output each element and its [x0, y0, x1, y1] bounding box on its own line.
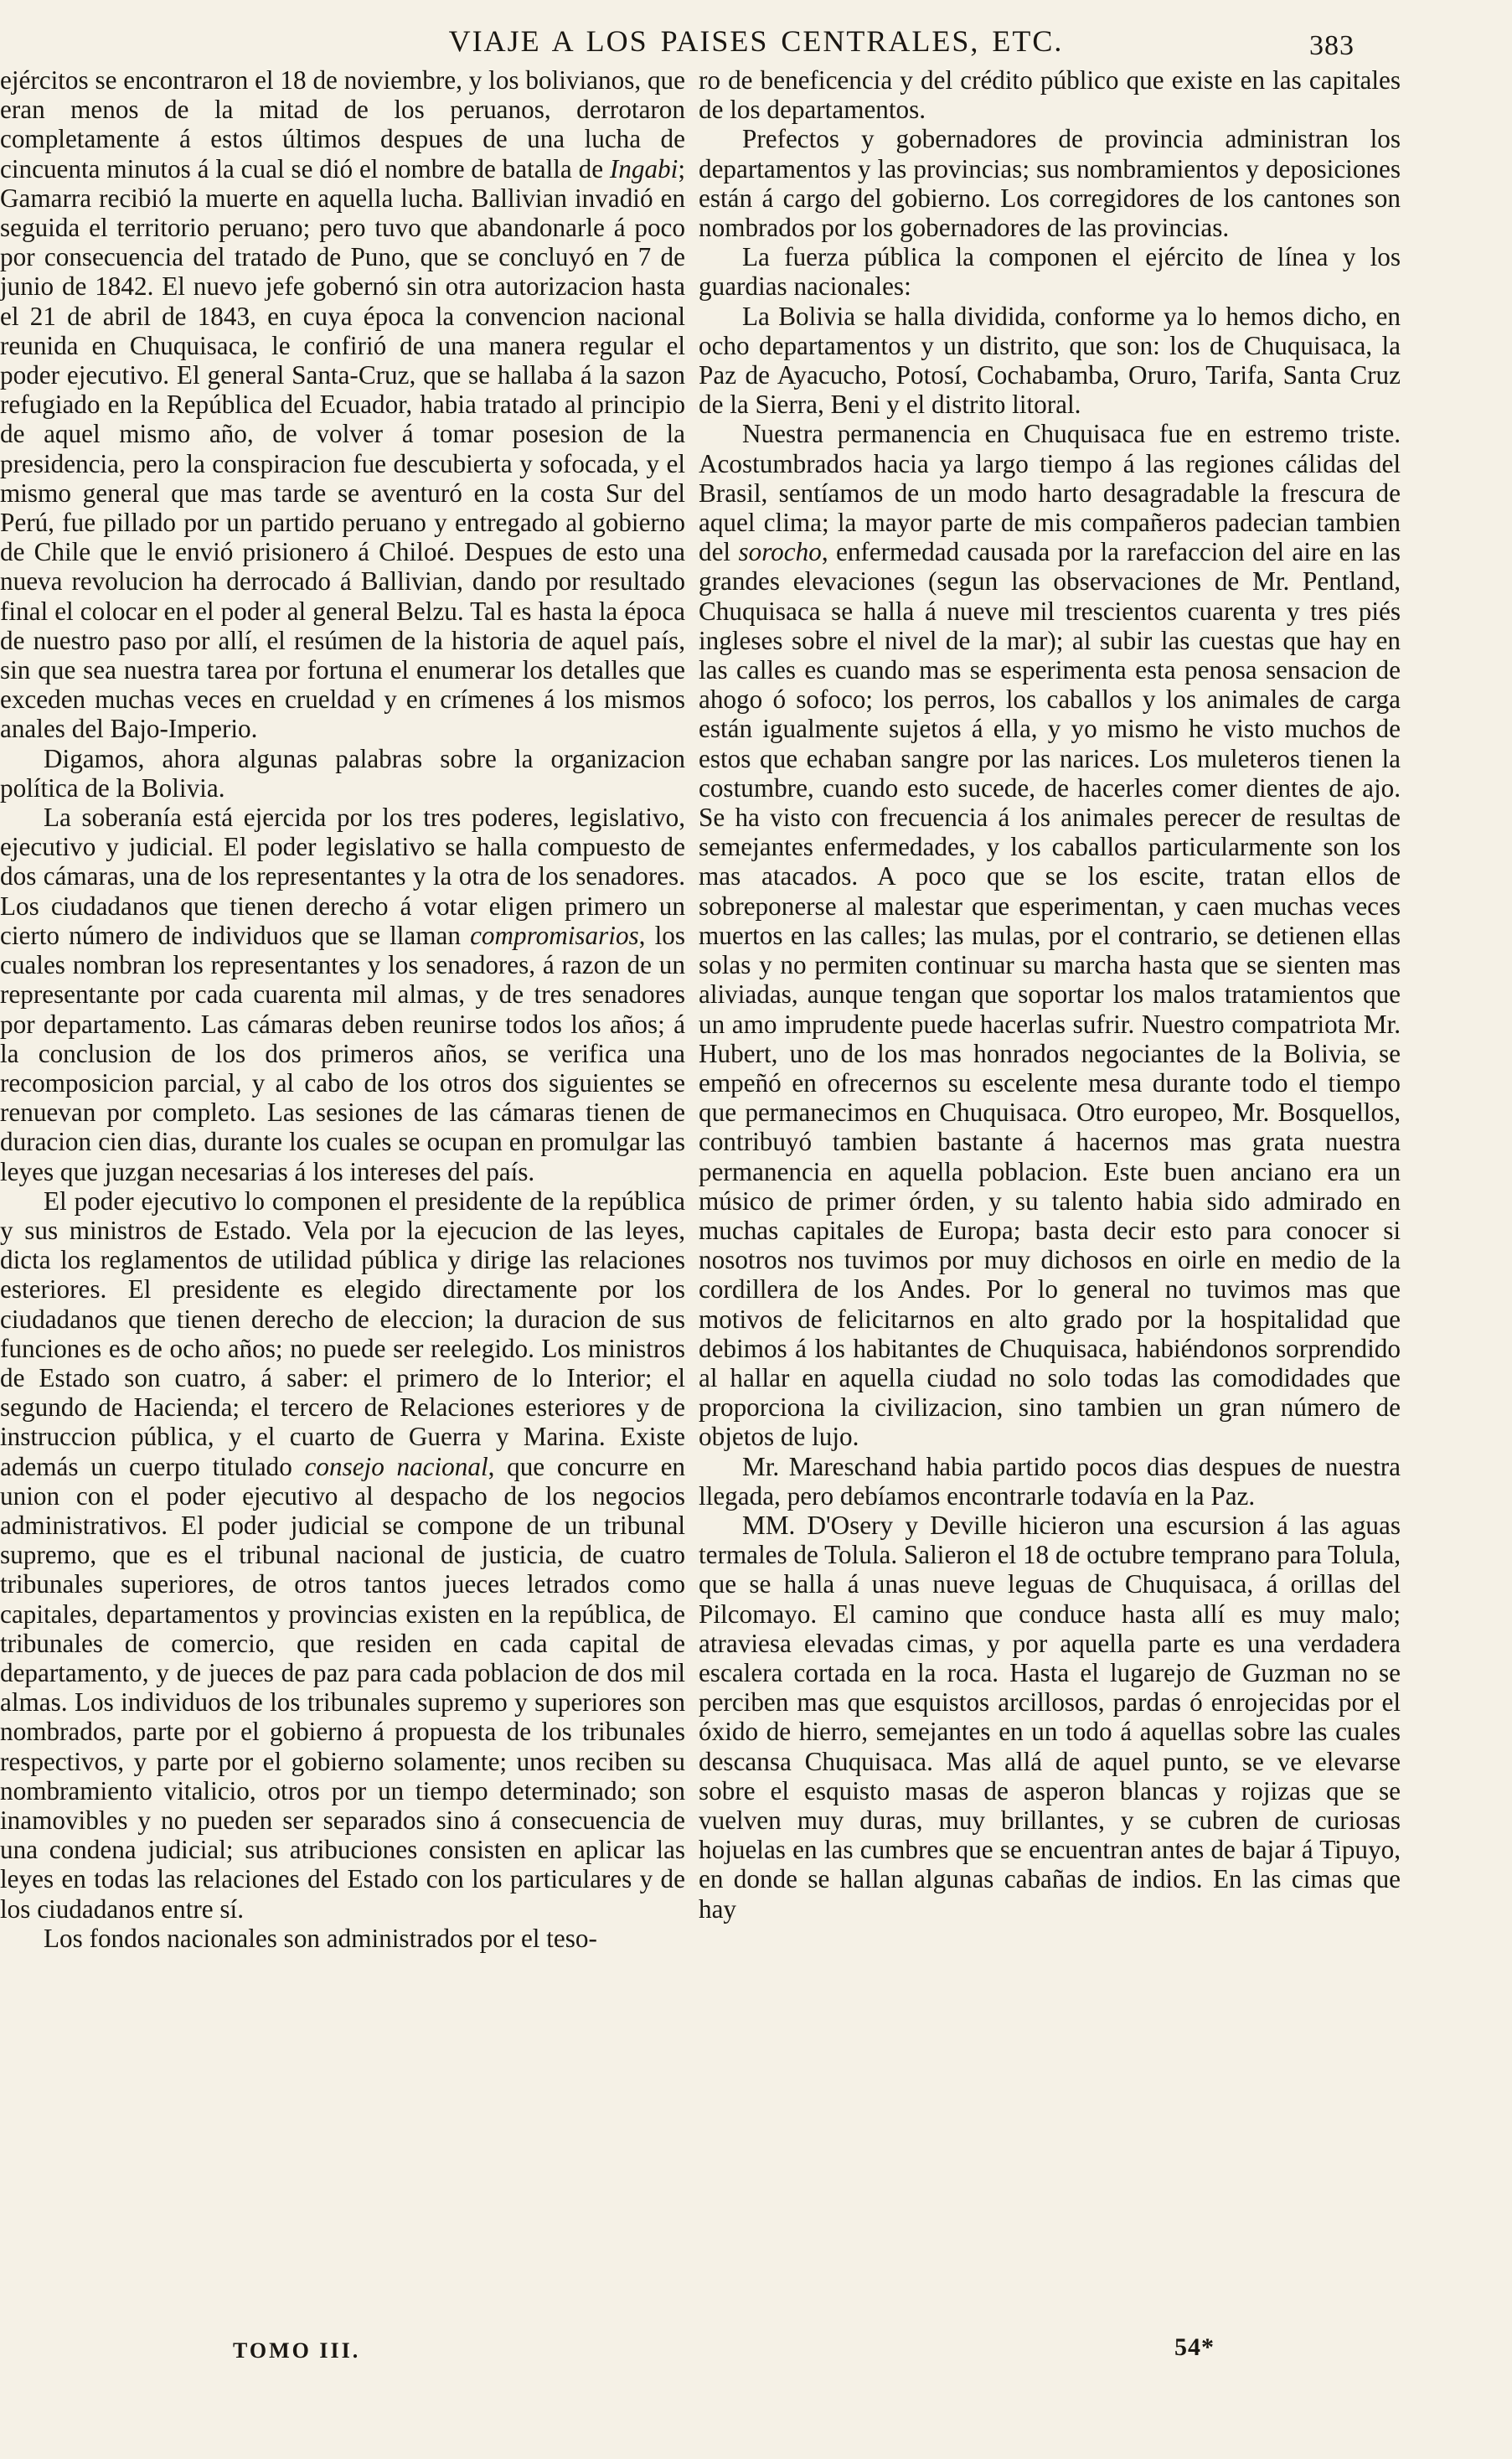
italic-term: compromisarios: [470, 920, 639, 950]
paragraph: Digamos, ahora algunas palabras sobre la organizacion política de la Bolivia.: [0, 743, 685, 803]
text-run: , los cuales nombran los representantes y los senadores, á razon de un representante por cada cuarenta mil almas, y de tres senadores por departamento. Las cámaras deben reunirse todos los años; á la conclusion de los dos primeros años, se verifica una recomposicion parcial, y al cabo de los otros dos siguientes se renuevan por completo. Las sesiones de las cámaras tienen de duracion cien dias, durante los cuales se ocupan en promulgar las leyes que juzgan necesarias á los intereses del país.: [0, 920, 685, 1186]
text-run: El poder ejecutivo lo componen el presidente de la república y sus ministros de Estado. Vela por la ejecucion de las leyes, dicta los reglamentos de utilidad pública y dirige las relaciones esteriores. El presidente es elegido directamente por los ciudadanos que tienen derecho de eleccion; la duracion de sus funciones es de ocho años; no puede ser reelegido. Los ministros de Estado son cuatro, á saber: el primero de lo Interior; el segundo de Hacienda; el tercero de Relaciones esteriores y de instruccion pública, y el cuarto de Guerra y Marina. Existe además un cuerpo titulado: [0, 1186, 685, 1481]
left-column: [0, 65, 685, 1953]
paragraph: La Bolivia se halla dividida, conforme ya lo hemos dicho, en ocho departamentos y un distrito, que son: los de Chuquisaca, la Paz de Ayacucho, Potosí, Cochabamba, Oruro, Tarifa, Santa Cruz de la Sierra, Beni y el distrito litoral.: [699, 301, 1401, 420]
italic-term: Ingabi: [609, 153, 679, 183]
paragraph: Mr. Mareschand habia partido pocos dias despues de nuestra llegada, pero debíamos encontrarle todavía en la Paz.: [699, 1451, 1401, 1511]
text-run: ; Gamarra recibió la muerte en aquella lucha. Ballivian invadió en seguida el territorio peruano; pero tuvo que abandonarle á poco por consecuencia del tratado de Puno, que se concluyó en 7 de junio de 1842. El nuevo jefe gobernó sin otra autorizacion hasta el 21 de abril de 1843, en cuya época la convencion nacional reunida en Chuquisaca, le confirió de una manera regular el poder ejecutivo. El general Santa-Cruz, que se hallaba á la sazon refugiado en la República del Ecuador, habia tratado al principio de aquel mismo año, de volver á tomar posesion de la presidencia, pero la conspiracion fue descubierta y sofocada, y el mismo general que mas tarde se aventuró en la costa Sur del Perú, fue pillado por un partido peruano y entregado al gobierno de Chile que le envió prisionero á Chiloé. Despues de esto una nueva revolucion ha derrocado á Ballivian, dando por resultado final el colocar en el poder al general Belzu. Tal es hasta la época de nuestro paso por allí, el resúmen de la historia de aquel país, sin que sea nuestra tarea por fortuna el enumerar los detalles que exceden muchas veces en crueldad y en crímenes á los mismos anales del Bajo-Imperio.: [0, 153, 685, 744]
running-title: VIAJE A LOS PAISES CENTRALES, ETC.: [448, 24, 1064, 58]
text-run: La soberanía está ejercida por los tres poderes, legislativo, ejecutivo y judicial. El poder legislativo se halla compuesto de dos cámaras, una de los representantes y la otra de los senadores. Los ciudadanos que tienen derecho á votar eligen primero un cierto número de individuos que se llaman: [0, 803, 685, 950]
paragraph: [0, 803, 685, 1186]
italic-term: sorocho: [738, 537, 822, 567]
text-run: , que concurre en union con el poder ejecutivo al despacho de los negocios administrativos. El poder judicial se compone de un tribunal supremo, que es el tribunal nacional de justicia, de cuatro tribunales superiores, de otros tantos jueces letrados como capitales, departamentos y provincias existen en la república, de tribunales de comercio, que residen en cada capital de departamento, y de jueces de paz para cada poblacion de dos mil almas. Los individuos de los tribunales supremo y superiores son nombrados, parte por el gobierno á propuesta de los tribunales respectivos, y parte por el gobierno solamente; unos reciben su nombramiento vitalicio, otros por un tiempo determinado; son inamovibles y no pueden ser separados sino á consecuencia de una condena judicial; sus atribuciones consisten en aplicar las leyes en todas las relaciones del Estado con los particulares y de los ciudadanos entre sí.: [0, 1451, 686, 1924]
paragraph: [0, 65, 685, 744]
right-column: [699, 65, 1401, 1924]
text-run: , enfermedad causada por la rarefaccion del aire en las grandes elevaciones (segun las observaciones de Mr. Pentland, Chuquisaca se halla á nueve mil trescientos cuarenta y tres piés ingleses sobre el nivel de la mar); al subir las cuestas que hay en las calles es cuando mas se esperimenta esta penosa sensacion de ahogo ó sofoco; los perros, los caballos y los animales de carga están igualmente sujetos á ella, y yo mismo he visto muchos de estos que echaban sangre por las narices. Los muleteros tienen la costumbre, cuando esto sucede, de hacerles comer dientes de ajo. Se ha visto con frecuencia á los animales perecer de resultas de semejantes enfermedades, y los caballos particularmente son los mas atacados. A poco que se los escite, tratan ellos de sobreponerse al malestar que esperimentan, y caen muchas veces muertos en las calles; las mulas, por el contrario, se detienen ellas solas y no permiten continuar su marcha hasta que se sienten mas aliviadas, aunque tengan que soportar los malos tratamientos que un amo imprudente puede hacerlas sufrir. Nuestro compatriota Mr. Hubert, uno de los mas honrados negociantes de la Bolivia, se empeñó en ofrecernos su escelente mesa durante todo el tiempo que permanecimos en Chuquisaca. Otro europeo, Mr. Bosquellos, contribuyó tambien bastante á hacernos mas grata nuestra permanencia en aquella poblacion. Este buen anciano era un músico de primer órden, y su talento habia sido admirado en muchas capitales de Europa; basta decir esto para conocer si nosotros nos tuvimos por muy dichosos en oirle en medio de la cordillera de los Andes. Por lo general no tuvimos mas que motivos de felicitarnos en alto grado por la hospitalidad que debimos á los habitantes de Chuquisaca, habiéndonos sorprendido al hallar en aquella ciudad no solo todas las comodidades que proporciona la civilizacion, sino tambien un gran número de objetos de lujo.: [699, 537, 1401, 1452]
italic-term: consejo nacional: [304, 1451, 488, 1481]
paragraph: ro de beneficencia y del crédito público que existe en las capitales de los departamentos.: [699, 65, 1401, 125]
volume-label: TOMO III.: [233, 2338, 361, 2363]
text-run: Nuestra permanencia en Chuquisaca fue en estremo triste. Acostumbrados hacia ya largo tiempo á las regiones cálidas del Brasil, sentíamos de un modo harto desagradable la frescura de aquel clima; la mayor parte de mis compañeros padecian tambien del: [699, 419, 1401, 567]
page-number: 383: [1309, 30, 1355, 61]
paragraph: [0, 1186, 685, 1924]
paragraph: Prefectos y gobernadores de provincia administran los departamentos y las provincias; sus nombramientos y deposiciones están á cargo del gobierno. Los corregidores de los cantones son nombrados por los gobernadores de las provincias.: [699, 124, 1401, 243]
paragraph: MM. D'Osery y Deville hicieron una escursion á las aguas termales de Tolula. Salieron el 18 de octubre temprano para Tolula, que se halla á unas nueve leguas de Chuquisaca, á orillas del Pilcomayo. El camino que conduce hasta allí es muy malo; atraviesa elevadas cimas, y por aquella parte es una verdadera escalera cortada en la roca. Hasta el lugarejo de Guzman no se perciben mas que esquistos arcillosos, pardas ó enrojecidas por el óxido de hierro, semejantes en un todo á aquellas sobre las cuales descansa Chuquisaca. Mas allá de aquel punto, se ve elevarse sobre el esquisto masas de asperon blancas y rojizas que se vuelven muy duras, muy brillantes, y se cubren de curiosas hojuelas en las cumbres que se encuentran antes de bajar á Tipuyo, en donde se hallan algunas cabañas de indios. En las cimas que hay: [699, 1510, 1401, 1924]
text-run: ejércitos se encontraron el 18 de noviembre, y los bolivianos, que eran menos de la mitad de los peruanos, derrotaron completamente á estos últimos despues de una lucha de cincuenta minutos á la cual se dió el nombre de batalla de: [0, 65, 685, 183]
paragraph: Los fondos nacionales son administrados por el teso-: [44, 1923, 597, 1953]
signature-mark: 54*: [1174, 2333, 1215, 2361]
paragraph: La fuerza pública la componen el ejército de línea y los guardias nacionales:: [699, 242, 1401, 302]
page-header: [0, 20, 1512, 70]
paragraph: [699, 419, 1401, 1451]
